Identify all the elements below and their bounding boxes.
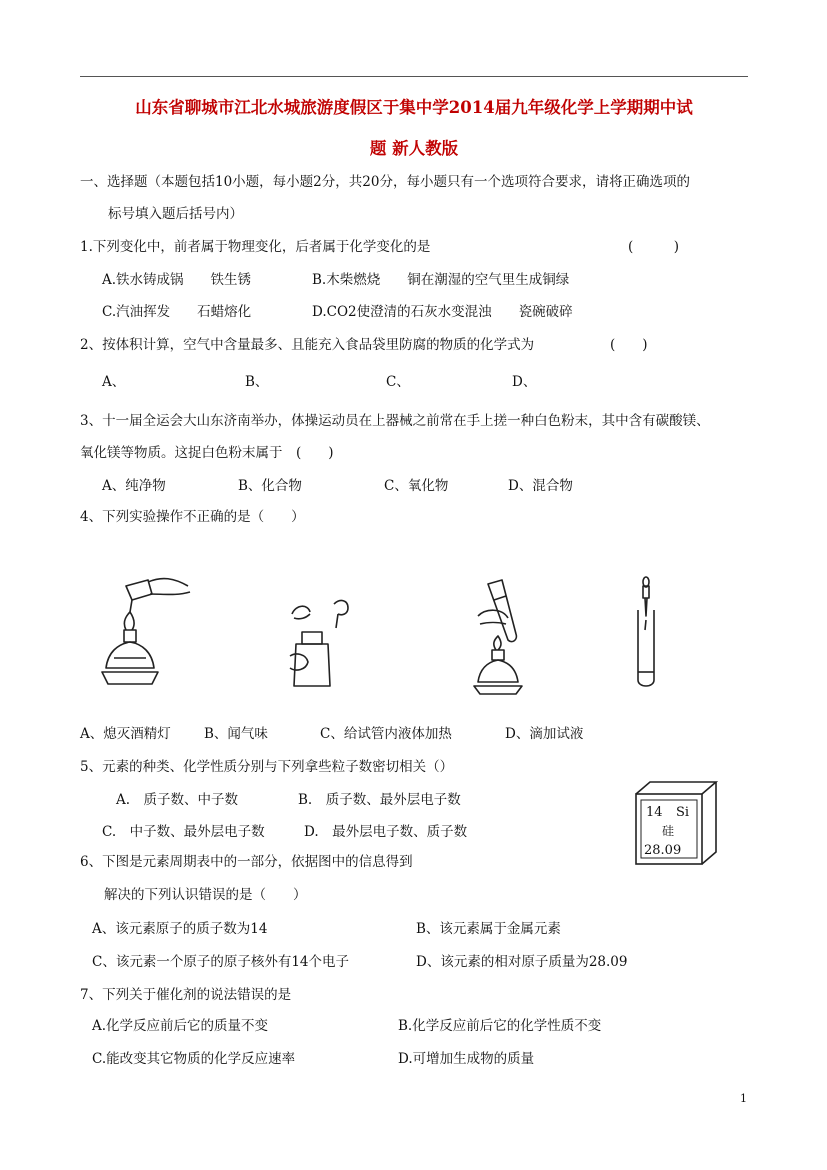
element-name: 硅 [662, 824, 675, 838]
q2-option-a: A、 [102, 374, 126, 390]
figure-extinguish-lamp [92, 572, 202, 702]
q5-option-c: C. 中子数、最外层电子数 [102, 824, 265, 840]
q3-option-c: C、氧化物 [384, 478, 449, 494]
q4-stem: 4、下列实验操作不正确的是（ ） [80, 509, 305, 525]
q1-option-b: B.木柴燃烧 铜在潮湿的空气里生成铜绿 [312, 272, 570, 288]
element-atomic-number: 14 [646, 805, 663, 820]
q2-stem: 2、按体积计算，空气中含量最多、且能充入食品袋里防腐的物质的化学式为 [80, 337, 535, 353]
q6-option-a: A、该元素原子的质子数为14 [92, 921, 268, 937]
document-title-line2: 题 新人教版 [369, 139, 459, 158]
q5-option-a: A. 质子数、中子数 [116, 792, 239, 808]
q7-stem: 7、下列关于催化剂的说法错误的是 [80, 987, 292, 1003]
q3-option-b: B、化合物 [238, 478, 302, 494]
q6-option-b: B、该元素属于金属元素 [416, 921, 561, 937]
q6-stem-cont: 解决的下列认识错误的是（ ） [104, 887, 307, 903]
q4-option-d: D、滴加试液 [505, 726, 584, 742]
q5-stem: 5、元素的种类、化学性质分别与下列拿些粒子数密切相关（） [80, 759, 454, 775]
q3-stem-cont: 氧化镁等物质。这捉白色粉末属于 ( ) [80, 445, 334, 461]
element-symbol: Si [676, 805, 690, 820]
q1-answer-paren: ( ) [628, 239, 680, 255]
section1-heading: 一、选择题（本题包括10小题，每小题2分，共20分，每小题只有一个选项符合要求，请将正确选项的 [80, 174, 690, 190]
q6-stem: 6、下图是元素周期表中的一部分，依据图中的信息得到 [80, 854, 413, 870]
header-rule [80, 76, 748, 77]
q2-option-c: C、 [386, 374, 410, 390]
q1-option-a: A.铁水铸成锅 铁生锈 [102, 272, 252, 288]
q1-stem: 1.下列变化中，前者属于物理变化，后者属于化学变化的是 [80, 239, 431, 255]
figure-dropper-test-tube [628, 576, 664, 692]
q4-option-a: A、熄灭酒精灯 [80, 726, 171, 742]
q4-option-b: B、闻气味 [204, 726, 268, 742]
q5-option-b: B. 质子数、最外层电子数 [298, 792, 461, 808]
q7-option-d: D.可增加生成物的质量 [398, 1051, 535, 1067]
element-atomic-mass: 28.09 [644, 843, 682, 858]
q1-option-d: D.CO2使澄清的石灰水变混浊 瓷碗破碎 [312, 304, 573, 320]
q5-option-d: D. 最外层电子数、质子数 [304, 824, 468, 840]
document-title-line1: 山东省聊城市江北水城旅游度假区于集中学2014届九年级化学上学期期中试 [135, 98, 693, 117]
q3-option-d: D、混合物 [508, 478, 573, 494]
figure-smell-gas [276, 596, 366, 696]
q6-option-d: D、该元素的相对原子质量为28.09 [416, 954, 628, 970]
q7-option-b: B.化学反应前后它的化学性质不变 [398, 1018, 602, 1034]
q4-option-c: C、给试管内液体加热 [320, 726, 452, 742]
q7-option-c: C.能改变其它物质的化学反应速率 [92, 1051, 296, 1067]
figure-heat-test-tube [458, 578, 538, 698]
q2-answer-paren: ( ) [610, 337, 648, 353]
q2-option-b: B、 [245, 374, 269, 390]
periodic-element-box [634, 780, 718, 870]
section1-heading-cont: 标号填入题后括号内） [108, 206, 243, 222]
q6-option-c: C、该元素一个原子的原子核外有14个电子 [92, 954, 350, 970]
page-number: 1 [740, 1092, 747, 1105]
q7-option-a: A.化学反应前后它的质量不变 [92, 1018, 269, 1034]
q2-option-d: D、 [512, 374, 537, 390]
q3-option-a: A、纯净物 [102, 478, 166, 494]
q1-option-c: C.汽油挥发 石蜡熔化 [102, 304, 252, 320]
q3-stem: 3、十一届全运会大山东济南举办，体操运动员在上器械之前常在手上搓一种白色粉末，其中含有碳酸镁、 [80, 413, 710, 429]
